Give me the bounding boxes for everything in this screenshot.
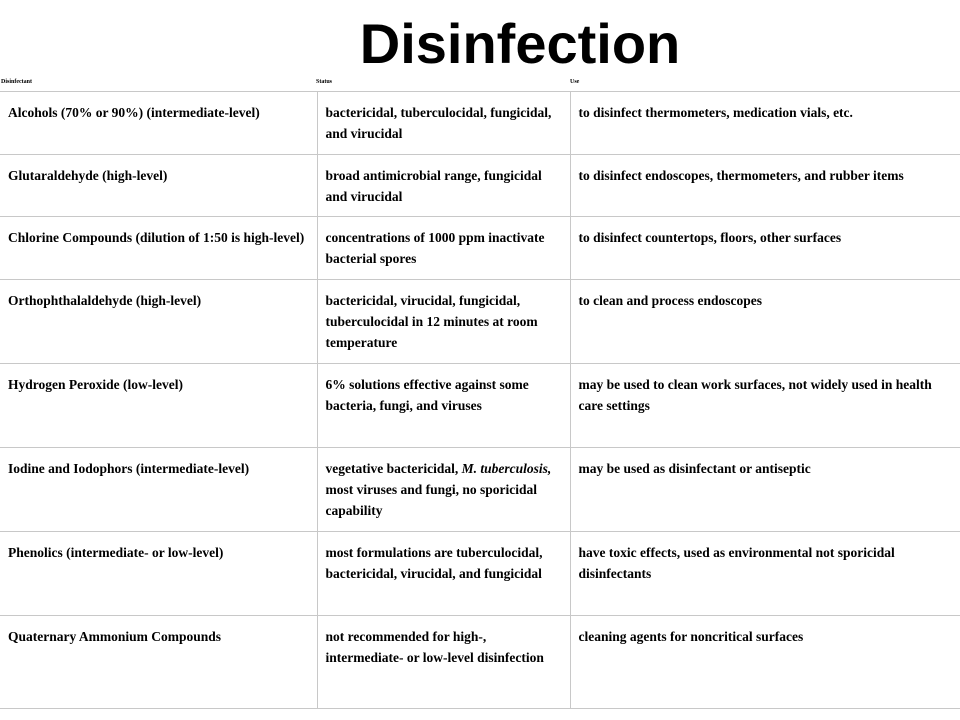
table-row — [0, 616, 960, 709]
table-row — [0, 364, 960, 448]
column-headers — [0, 79, 960, 91]
column-header-disinfectant: Disinfectant — [1, 79, 32, 85]
column-header-status: Status — [316, 79, 333, 85]
table-row — [0, 92, 960, 155]
disinfectant-cell: Chlorine Compounds (dilution of 1:50 is high-level) — [0, 217, 317, 280]
page-title: Disinfection — [359, 12, 681, 75]
table-row — [0, 280, 960, 364]
status-cell: bactericidal, tuberculocidal, fungicidal, and virucidal — [317, 92, 570, 155]
disinfectant-cell: Quaternary Ammonium Compounds — [0, 616, 317, 709]
disinfectant-cell: Glutaraldehyde (high-level) — [0, 155, 317, 217]
status-cell — [317, 448, 570, 532]
use-cell: cleaning agents for noncritical surfaces — [570, 616, 960, 709]
use-cell: to disinfect countertops, floors, other surfaces — [570, 217, 960, 280]
use-cell: have toxic effects, used as environmental not sporicidal disinfectants — [570, 532, 960, 616]
status-cell: broad antimicrobial range, fungicidal and virucidal — [317, 155, 570, 217]
status-text: vegetative bactericidal, — [325, 461, 462, 476]
status-cell: concentrations of 1000 ppm inactivate bacterial spores — [317, 217, 570, 280]
disinfectant-cell: Alcohols (70% or 90%) (intermediate-level) — [0, 92, 317, 155]
use-cell: to disinfect thermometers, medication vials, etc. — [570, 92, 960, 155]
organism-name: M. tuberculosis, — [461, 461, 552, 476]
disinfectant-cell: Orthophthalaldehyde (high-level) — [0, 280, 317, 364]
use-cell: may be used as disinfectant or antiseptic — [570, 448, 960, 532]
status-text: most viruses and fungi, no sporicidal capability — [325, 482, 538, 518]
table-row — [0, 217, 960, 280]
column-header-use: Use — [570, 79, 580, 85]
disinfectant-cell: Phenolics (intermediate- or low-level) — [0, 532, 317, 616]
status-cell: not recommended for high-, intermediate- or low-level disinfection — [317, 616, 570, 709]
disinfectant-table — [0, 91, 960, 709]
use-cell: to disinfect endoscopes, thermometers, and rubber items — [570, 155, 960, 217]
disinfectant-cell: Iodine and Iodophors (intermediate-level) — [0, 448, 317, 532]
status-cell: most formulations are tuberculocidal, bactericidal, virucidal, and fungicidal — [317, 532, 570, 616]
status-cell: bactericidal, virucidal, fungicidal, tuberculocidal in 12 minutes at room temperature — [317, 280, 570, 364]
table-row — [0, 448, 960, 532]
table-row — [0, 532, 960, 616]
disinfectant-cell: Hydrogen Peroxide (low-level) — [0, 364, 317, 448]
use-cell: to clean and process endoscopes — [570, 280, 960, 364]
use-cell: may be used to clean work surfaces, not widely used in health care settings — [570, 364, 960, 448]
status-cell: 6% solutions effective against some bacteria, fungi, and viruses — [317, 364, 570, 448]
table-row — [0, 155, 960, 217]
